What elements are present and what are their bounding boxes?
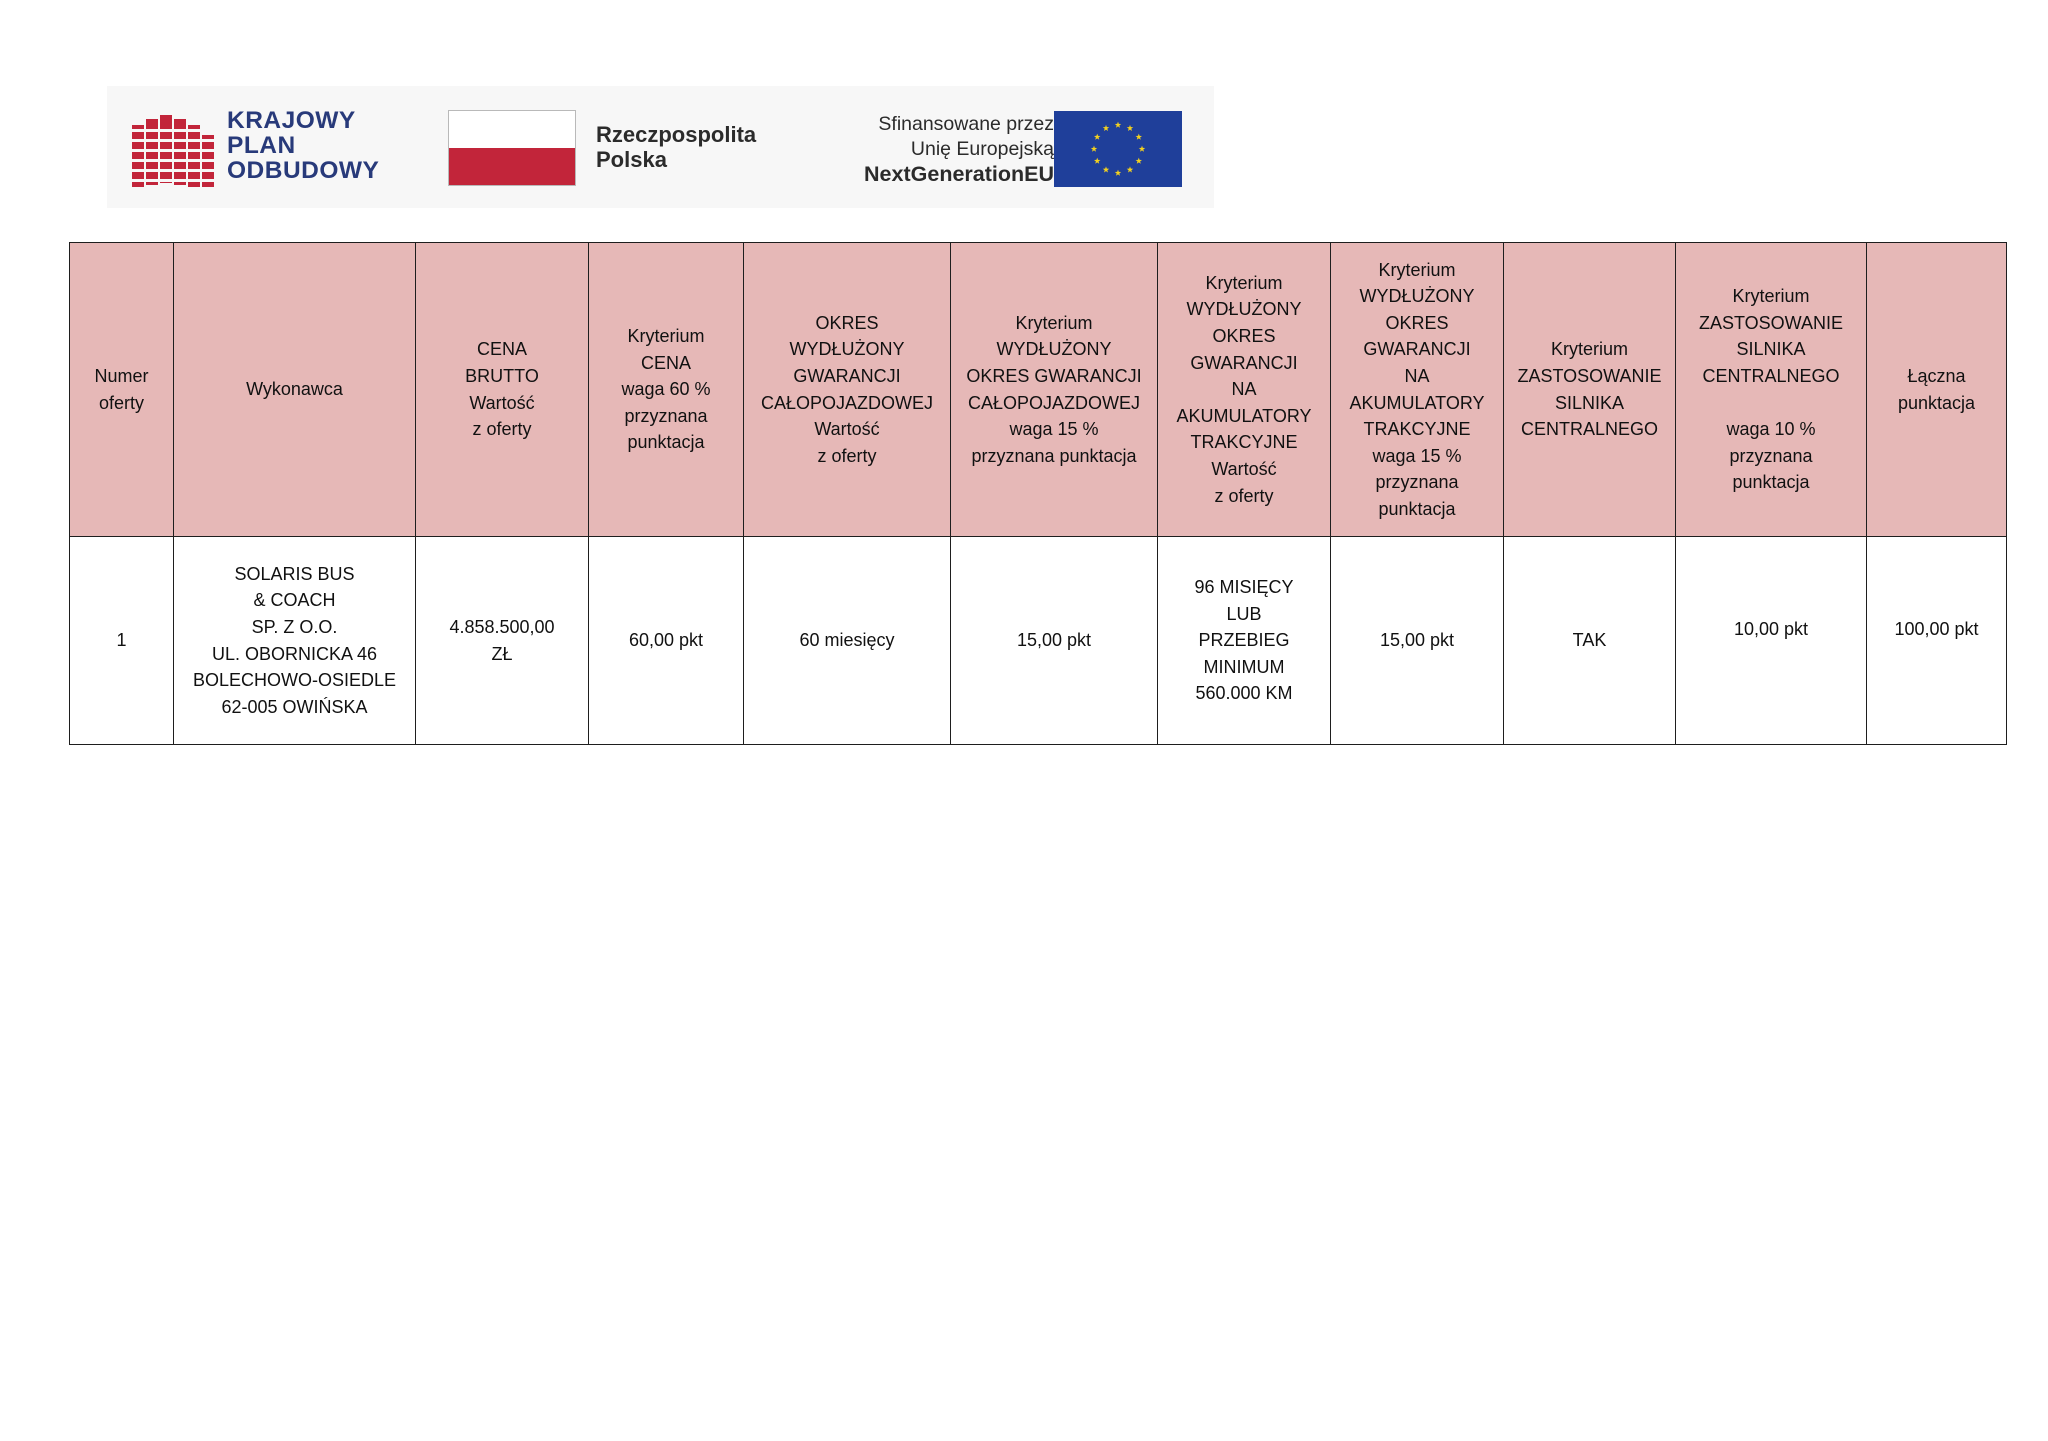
column-header-total-score: Łączna punktacja xyxy=(1867,243,2007,537)
logo-strip xyxy=(107,86,1214,208)
polish-flag-icon xyxy=(448,110,576,186)
kpo-logo-bar xyxy=(132,125,144,187)
rp-logo-line: Polska xyxy=(596,147,667,172)
eu-funding-text xyxy=(864,112,1054,187)
table-row xyxy=(70,537,2007,745)
eu-funding-line: Unię Europejską xyxy=(910,138,1054,160)
table-header-row xyxy=(70,243,2007,537)
cell-offer-number: 1 xyxy=(70,537,174,745)
column-header-vehicle-warranty-score: Kryterium WYDŁUŻONY OKRES GWARANCJI CAŁOPOJAZDOWEJ waga 15 % przyznana punktacja xyxy=(951,243,1158,537)
cell-battery-warranty-score: 15,00 pkt xyxy=(1331,537,1504,745)
cell-central-engine-score: 10,00 pkt xyxy=(1676,537,1867,745)
column-header-vehicle-warranty: OKRES WYDŁUŻONY GWARANCJI CAŁOPOJAZDOWEJ Wartość z oferty xyxy=(744,243,951,537)
kpo-logo-line: PLAN xyxy=(227,132,296,159)
cell-vehicle-warranty: 60 miesięcy xyxy=(744,537,951,745)
eu-flag-icon xyxy=(1054,111,1182,187)
kpo-logo-line: KRAJOWY xyxy=(227,107,356,134)
column-header-price-score: Kryterium CENA waga 60 % przyznana punktacja xyxy=(589,243,744,537)
results-table xyxy=(69,242,2007,745)
kpo-logo-bar xyxy=(188,125,200,187)
cell-price-score: 60,00 pkt xyxy=(589,537,744,745)
column-header-battery-warranty-score: Kryterium WYDŁUŻONY OKRES GWARANCJI NA AKUMULATORY TRAKCYJNE waga 15 % przyznana punktacja xyxy=(1331,243,1504,537)
kpo-logo-stripe xyxy=(132,159,214,162)
column-header-central-engine-score: Kryterium ZASTOSOWANIE SILNIKA CENTRALNEGO waga 10 % przyznana punktacja xyxy=(1676,243,1867,537)
cell-total-score: 100,00 pkt xyxy=(1867,537,2007,745)
kpo-logo-stripe xyxy=(132,149,214,152)
cell-gross-price: 4.858.500,00 ZŁ xyxy=(416,537,589,745)
kpo-logo-line: ODBUDOWY xyxy=(227,157,380,184)
kpo-logo-icon xyxy=(132,111,214,187)
eu-funding-line: NextGenerationEU xyxy=(864,162,1054,186)
eu-funding-line: Sfinansowane przez xyxy=(878,113,1054,135)
rp-logo-line: Rzeczpospolita xyxy=(596,122,757,147)
column-header-offer-number: Numer oferty xyxy=(70,243,174,537)
kpo-logo-text xyxy=(227,108,427,183)
cell-vehicle-warranty-score: 15,00 pkt xyxy=(951,537,1158,745)
cell-battery-warranty: 96 MISIĘCY LUB PRZEBIEG MINIMUM 560.000 KM xyxy=(1158,537,1331,745)
column-header-battery-warranty: Kryterium WYDŁUŻONY OKRES GWARANCJI NA AKUMULATORY TRAKCYJNE Wartość z oferty xyxy=(1158,243,1331,537)
cell-central-engine: TAK xyxy=(1504,537,1676,745)
column-header-central-engine: Kryterium ZASTOSOWANIE SILNIKA CENTRALNEGO xyxy=(1504,243,1676,537)
column-header-gross-price: CENA BRUTTO Wartość z oferty xyxy=(416,243,589,537)
cell-contractor: SOLARIS BUS & COACH SP. Z O.O. UL. OBORNICKA 46 BOLECHOWO-OSIEDLE 62-005 OWIŃSKA xyxy=(174,537,416,745)
kpo-logo-stripe xyxy=(132,129,214,132)
kpo-logo-stripe xyxy=(132,169,214,172)
column-header-contractor: Wykonawca xyxy=(174,243,416,537)
kpo-logo-stripe xyxy=(132,139,214,142)
kpo-logo-stripe xyxy=(132,179,214,182)
rp-logo-text xyxy=(596,122,756,172)
